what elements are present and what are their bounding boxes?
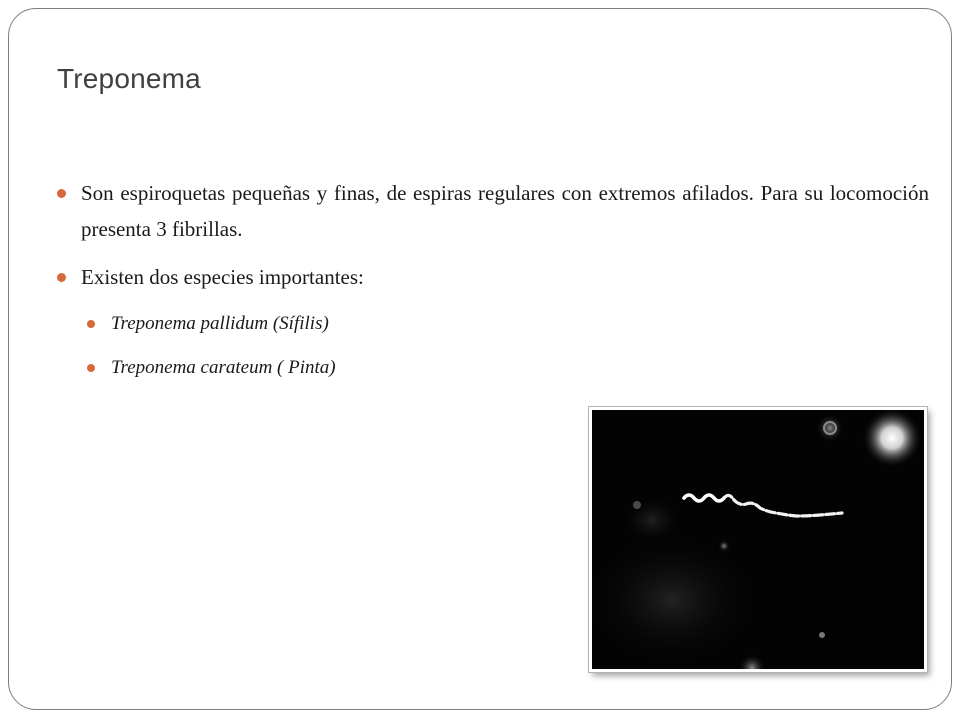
darkfield-microscopy-icon [592, 410, 924, 669]
bullet-species-intro: Existen dos especies importantes: [57, 259, 929, 295]
sub-bullet-pallidum: Treponema pallidum (Sífilis) [87, 307, 929, 341]
microscopy-photo [589, 407, 927, 672]
slide-frame [8, 8, 952, 710]
sub-bullet-carateum: Treponema carateum ( Pinta) [87, 351, 929, 385]
bullet-description: Son espiroquetas pequeñas y finas, de espiras regulares con extremos afilados. Para su locomoción presenta 3 fibrillas. [57, 175, 929, 247]
slide-content [57, 175, 929, 395]
slide-title: Treponema [57, 63, 201, 94]
